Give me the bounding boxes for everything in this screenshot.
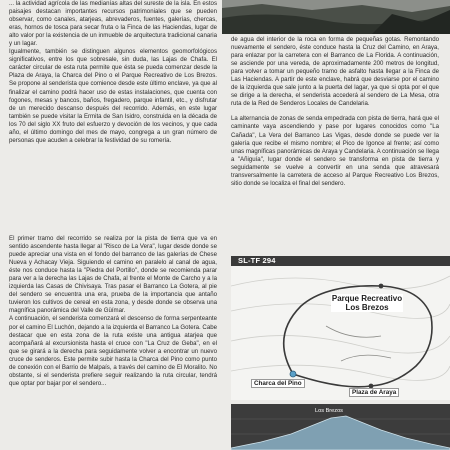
label-parque-recreativo: Parque Recreativo Los Brezos [331,294,403,312]
label-plaza-de-araya: Plaza de Araya [349,388,399,397]
start-marker [290,371,296,377]
parque-marker [379,284,384,289]
left-column-bottom [9,235,217,450]
map-header [231,256,450,266]
landscape-photo [222,0,450,34]
left-column-top [9,0,217,213]
paragraph-gap [231,108,439,115]
paragraph: El primer tramo del recorrido se realiza por la pista de tierra que va en sentido ascendente hasta llegar al "Risco de La Vera", lugar desde donde se puede apreciar una vista en el fondo del barranco de las galerías de Chese Nueva y Achacay Vieja. Siguiendo el camino en paralelo al canal de agua, éste nos conduce hasta la "Piedra del Portillo", donde se recomienda parar para ver a la derecha las Lajas de Chafa, al frente el Monte de Carcho y a la izquierda las Casas de Chivisaya. Tras pasar el Barranco La Gotera, al pie del sendero se encuentra una era, prueba de la importancia que antaño tuvieron los cultivos de cereal en esta zona, y desde donde se observa una magnífica panorámica del Valle de Güímar. [9,235,217,315]
paragraph: ... la actividad agrícola de las medianías altas del sureste de la isla. En estos paisajes destacan importantes recursos patrimoniales que se pueden observar, como canales, atarjeas, abrevaderos, fuentes, galerías, chercas, eras, hornos de tosca para secar fruta o la Finca de las Haciendas, lugar de alto valor por la existencia de un inmueble de arquitectura tradicional canaria y un lagar. [9,0,217,48]
route-code: SL-TF 294 [238,256,276,265]
profile-label: Los Brezos [315,408,343,414]
route-map [231,266,450,400]
paragraph: La alternancia de zonas de senda empedrada con pista de tierra, hará que el caminante vaya ascendiendo y pase por lugares conocidos como "La Cañada", La Vera del Barranco Las Vigas, desde donde se puede ver la galería que recibe el mismo nombre; el Pico de Igonce al frente; así como unas magníficas panorámicas de Araya y Candelaria. A continuación se llega a "Añiguía", lugar donde el sendero se transforma en pista de tierra y seguidamente se vuelve a convertir en una senda que atravesará transversalmente la carretera de acceso al Parque Recreativo Los Brezos, sitio donde se localiza el final del sendero. [231,115,439,187]
paragraph: Igualmente, también se distinguen algunos elementos geomorfológicos significativos, entre los que sobresale, sin duda, las Lajas de Chafa. El carácter circular de esta ruta permite que ésta se pueda comenzar desde la Plaza de Araya, la Charca del Pino o el Parque Recreativo de Los Brezos. Se propone al senderista que comience desde este último enclave, ya que al finalizar el camino podrá hacer uso de estas instalaciones, que cuenta con fogones, mesas y bancos, baños, fregadero, parque infantil, etc., y disfrutar de un merecido descanso después del recorrido. Además, en este lugar también se puede visitar la Ermita de San Isidro, construida en la década de los 70 del siglo XX fruto del esfuerzo y devoción de los vecinos, y que cada año, el último domingo del mes de mayo, congrega a un gran número de personas que acuden a celebrar la festividad de su romería. [9,48,217,144]
label-charca-del-pino: Charca del Pino [251,379,305,388]
paragraph: A continuación, el senderista comenzará el descenso de forma serpenteante por el camino El Luchón, dejando a la izquierda el Barranco La Gotera. Cabe destacar que en esta zona de la ruta existe una antigua atarjea que acompañará al excursionista hasta el cruce con "La Cruz de Geba", en el que se girará a la derecha para seguidamente volver a encontrar un nuevo cruce de senderos. Este permite subir hasta la Charca del Pino como punto de conexión con el Barrio de Malpaís, a través del camino de El Moralito. No obstante, si el senderista prefiere seguir realizando la ruta circular, tendrá que optar por bajar por el sendero... [9,315,217,387]
right-column [231,36,439,252]
elevation-profile [231,404,450,450]
paragraph: de agua del interior de la roca en forma de pequeñas gotas. Remontando nuevamente el sendero, éste conduce hasta la Cruz del Camino, en Araya, para enlazar por la carretera con el Barranco de La Florida. A continuación, se asciende por una vereda, de aproximadamente 200 metros de longitud, para volver a tomar un pequeño tramo de asfalto hasta llegar a la Finca de Las Haciendas. A partir de este enclave, habrá que desviarse por el camino de la izquierda que sale junto a la puerta del lagar, ya que si opta por el que se dirige a la derecha, el senderista accederá al sendero de La Mesa, otra ruta de la Red de Senderos Locales de Candelaria. [231,36,439,108]
